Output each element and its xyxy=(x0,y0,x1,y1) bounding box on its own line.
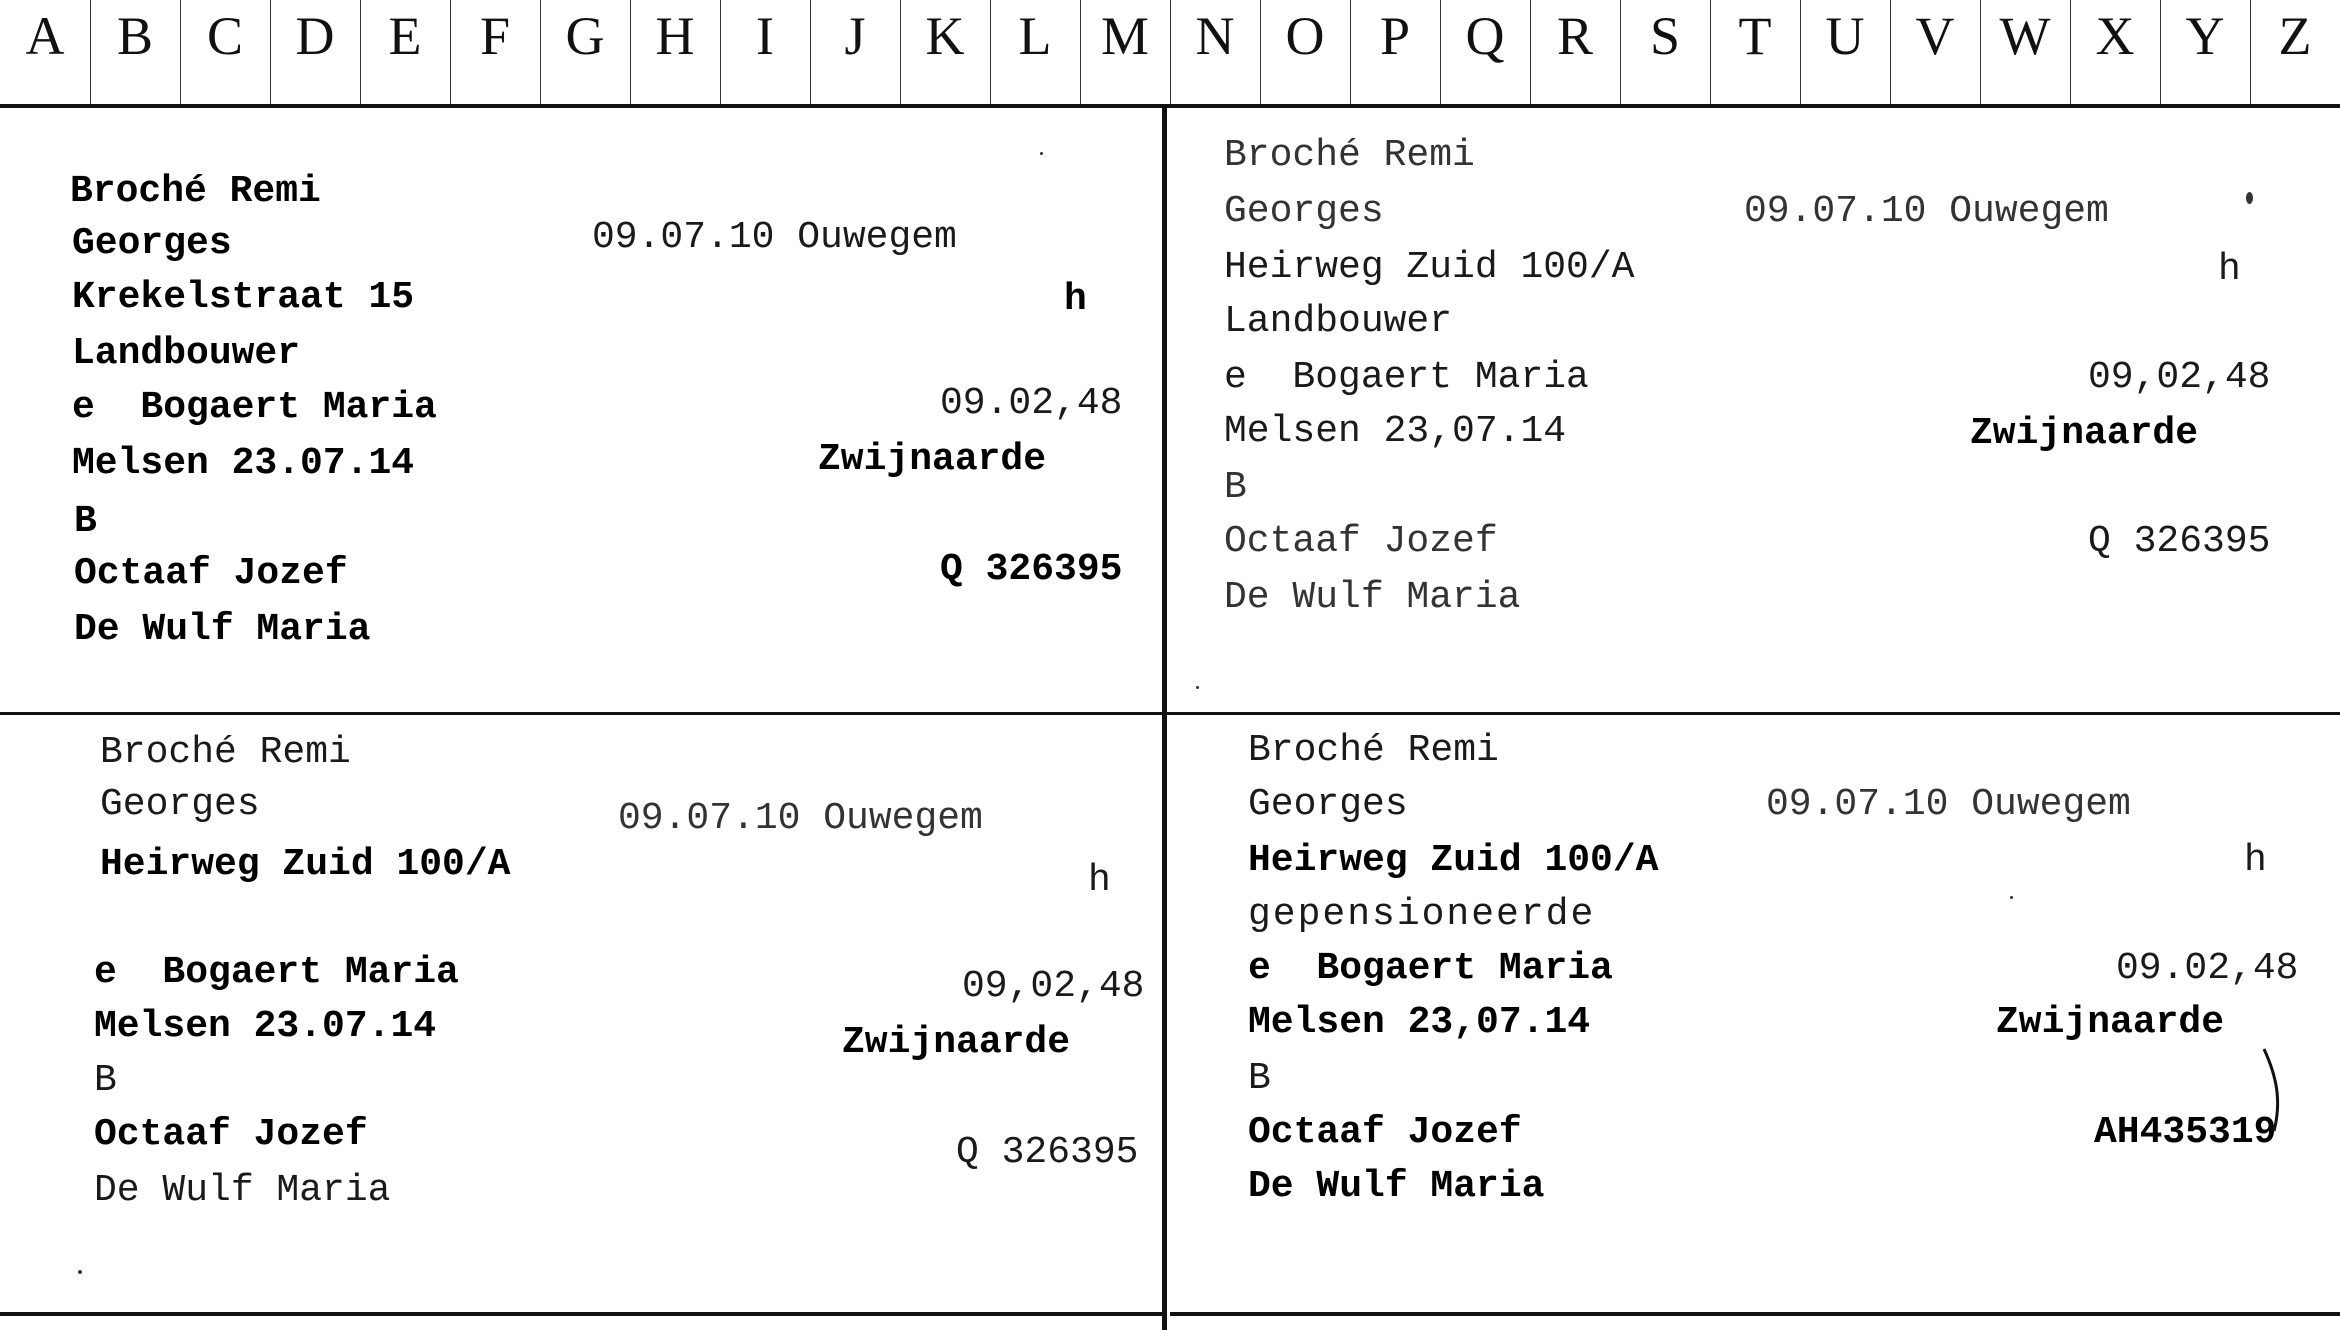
card-surname-line: Broché Remi xyxy=(1248,729,1499,772)
card-marriage-place: Zwijnaarde xyxy=(842,1021,1071,1064)
card-marriage-date: 09,02,48 xyxy=(2088,356,2271,399)
card-marker: h xyxy=(2244,839,2267,882)
alphabet-separator xyxy=(1890,0,1891,104)
scan-speck xyxy=(2010,896,2013,899)
alphabet-separator xyxy=(450,0,451,104)
card-occupation: Landbouwer xyxy=(72,332,301,375)
alphabet-letter-d: D xyxy=(295,6,335,66)
card-spouse-birth: Melsen 23.07.14 xyxy=(94,1005,437,1048)
record-card-bottom-left xyxy=(0,715,1160,1312)
alphabet-separator xyxy=(270,0,271,104)
alphabet-letter-n: N xyxy=(1195,6,1235,66)
card-code: B xyxy=(1248,1057,1271,1100)
alphabet-separator xyxy=(1260,0,1261,104)
card-surname-line: Broché Remi xyxy=(100,731,351,774)
alphabet-letter-c: C xyxy=(206,6,244,66)
card-id-number: Q 326395 xyxy=(940,548,1123,591)
card-code: B xyxy=(1224,466,1247,509)
card-occupation: gepensioneerde xyxy=(1248,893,1596,936)
alphabet-letter-l: L xyxy=(1018,6,1052,66)
card-surname-line: Broché Remi xyxy=(1224,134,1475,177)
alphabet-letter-v: V xyxy=(1915,6,1955,66)
alphabet-letter-b: B xyxy=(116,6,154,66)
alphabet-separator xyxy=(360,0,361,104)
scan-speck xyxy=(1196,686,1199,689)
card-id-number: Q 326395 xyxy=(956,1131,1139,1174)
card-birth: 09.07.10 Ouwegem xyxy=(1766,783,2131,826)
card-mother: De Wulf Maria xyxy=(1248,1165,1545,1208)
vertical-divider xyxy=(1162,108,1167,1330)
card-marriage-place: Zwijnaarde xyxy=(1996,1001,2225,1044)
alphabet-separator xyxy=(1170,0,1171,104)
card-father: Octaaf Jozef xyxy=(1248,1111,1522,1154)
alphabet-separator xyxy=(630,0,631,104)
alphabet-letter-u: U xyxy=(1825,6,1865,66)
record-card-bottom-right xyxy=(1170,715,2340,1312)
card-spouse-birth: Melsen 23,07.14 xyxy=(1248,1001,1591,1044)
alphabet-letter-z: Z xyxy=(2278,6,2312,66)
card-marker: h xyxy=(1064,278,1087,321)
record-card-top-right xyxy=(1170,108,2340,712)
alphabet-separator xyxy=(990,0,991,104)
card-spouse: e Bogaert Maria xyxy=(1248,947,1613,990)
alphabet-letter-x: X xyxy=(2095,6,2135,66)
card-given-name: Georges xyxy=(1248,783,1408,826)
card-spouse: e Bogaert Maria xyxy=(1224,356,1589,399)
alphabet-letter-s: S xyxy=(1649,6,1681,66)
card-address: Heirweg Zuid 100/A xyxy=(100,843,511,886)
record-card-top-left xyxy=(0,108,1160,712)
bottom-rule-right xyxy=(1170,1312,2340,1316)
card-mother: De Wulf Maria xyxy=(94,1169,391,1212)
alphabet-letter-a: A xyxy=(25,6,65,66)
card-marker: h xyxy=(1088,859,1111,902)
alphabet-separator xyxy=(180,0,181,104)
scan-speck xyxy=(2246,192,2253,204)
card-father: Octaaf Jozef xyxy=(94,1113,368,1156)
alphabet-separator xyxy=(540,0,541,104)
alphabet-letter-r: R xyxy=(1556,6,1594,66)
alphabet-separator xyxy=(2160,0,2161,104)
alphabet-separator xyxy=(2250,0,2251,104)
card-father: Octaaf Jozef xyxy=(1224,520,1498,563)
card-code: B xyxy=(94,1059,117,1102)
alphabet-letter-f: F xyxy=(479,6,511,66)
card-marriage-date: 09.02,48 xyxy=(940,382,1123,425)
alphabet-separator xyxy=(1530,0,1531,104)
card-spouse-birth: Melsen 23.07.14 xyxy=(72,442,415,485)
alphabet-separator xyxy=(900,0,901,104)
alphabet-separator xyxy=(1350,0,1351,104)
alphabet-letter-p: P xyxy=(1379,6,1411,66)
card-surname-line: Broché Remi xyxy=(70,170,321,213)
card-code: B xyxy=(74,500,97,543)
scan-speck xyxy=(78,1270,82,1274)
alphabet-separator xyxy=(1440,0,1441,104)
card-birth: 09.07.10 Ouwegem xyxy=(1744,190,2109,233)
alphabet-letter-e: E xyxy=(388,6,422,66)
card-marker: h xyxy=(2218,248,2241,291)
alphabet-index-strip xyxy=(0,0,2340,108)
scan-speck xyxy=(1040,152,1043,155)
card-marriage-place: Zwijnaarde xyxy=(1970,412,2199,455)
alphabet-separator xyxy=(1710,0,1711,104)
alphabet-separator xyxy=(1800,0,1801,104)
card-birth: 09.07.10 Ouwegem xyxy=(618,797,983,840)
card-spouse-birth: Melsen 23,07.14 xyxy=(1224,410,1567,453)
alphabet-letter-o: O xyxy=(1285,6,1325,66)
card-father: Octaaf Jozef xyxy=(74,552,348,595)
card-occupation: Landbouwer xyxy=(1224,300,1453,343)
alphabet-letter-k: K xyxy=(925,6,965,66)
card-marriage-date: 09.02,48 xyxy=(2116,947,2299,990)
card-spouse: e Bogaert Maria xyxy=(94,951,459,994)
card-address: Krekelstraat 15 xyxy=(72,276,415,319)
alphabet-separator xyxy=(1620,0,1621,104)
alphabet-separator xyxy=(2070,0,2071,104)
alphabet-letter-w: W xyxy=(1999,6,2051,66)
alphabet-letter-g: G xyxy=(565,6,605,66)
card-address: Heirweg Zuid 100/A xyxy=(1224,246,1635,289)
pen-mark xyxy=(2258,1045,2298,1135)
card-given-name: Georges xyxy=(72,222,232,265)
alphabet-letter-t: T xyxy=(1738,6,1772,66)
card-given-name: Georges xyxy=(1224,190,1384,233)
card-spouse: e Bogaert Maria xyxy=(72,386,437,429)
card-id-number: Q 326395 xyxy=(2088,520,2271,563)
alphabet-letter-y: Y xyxy=(2185,6,2225,66)
alphabet-letter-q: Q xyxy=(1465,6,1505,66)
card-birth: 09.07.10 Ouwegem xyxy=(592,216,957,259)
bottom-rule-left xyxy=(0,1312,1162,1316)
alphabet-letter-i: I xyxy=(756,6,774,66)
alphabet-separator xyxy=(90,0,91,104)
alphabet-separator xyxy=(720,0,721,104)
card-given-name: Georges xyxy=(100,783,260,826)
alphabet-letter-h: H xyxy=(655,6,695,66)
alphabet-letter-m: M xyxy=(1100,6,1149,66)
card-mother: De Wulf Maria xyxy=(74,608,371,651)
alphabet-separator xyxy=(1980,0,1981,104)
card-marriage-place: Zwijnaarde xyxy=(818,438,1047,481)
card-id-number: AH435319 xyxy=(2094,1111,2277,1154)
card-address: Heirweg Zuid 100/A xyxy=(1248,839,1659,882)
card-mother: De Wulf Maria xyxy=(1224,576,1521,619)
alphabet-separator xyxy=(810,0,811,104)
card-marriage-date: 09,02,48 xyxy=(962,965,1145,1008)
alphabet-letter-j: J xyxy=(844,6,866,66)
alphabet-separator xyxy=(1080,0,1081,104)
